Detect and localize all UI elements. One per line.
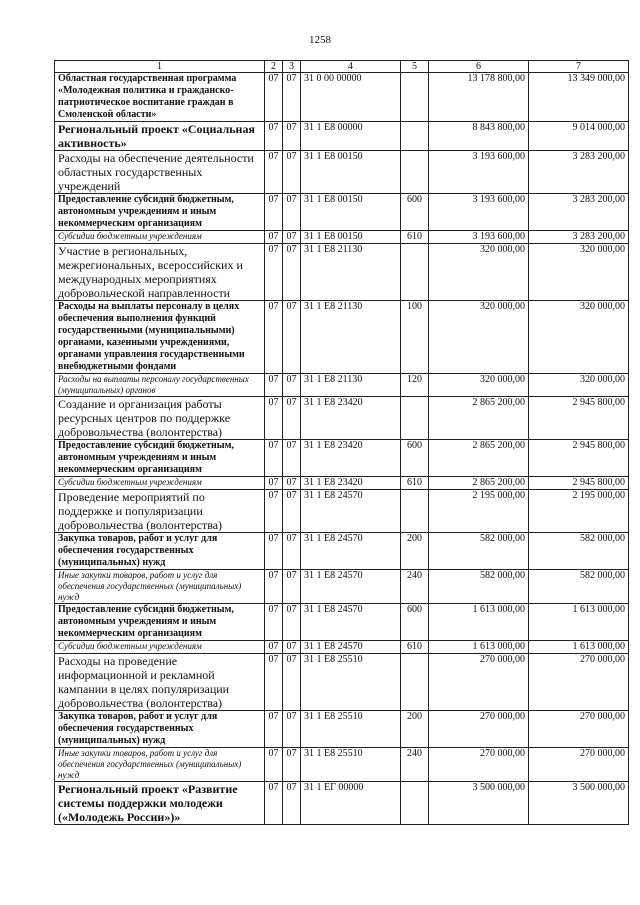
subsection-code: 07 <box>283 654 301 711</box>
section-code: 07 <box>265 711 283 748</box>
section-code: 07 <box>265 374 283 397</box>
amount-year-1: 270 000,00 <box>429 654 529 711</box>
table-row <box>55 748 629 782</box>
expense-type-code: 100 <box>401 301 429 374</box>
subsection-code: 07 <box>283 570 301 604</box>
section-code: 07 <box>265 397 283 440</box>
subsection-code: 07 <box>283 397 301 440</box>
subsection-code: 07 <box>283 194 301 231</box>
section-code: 07 <box>265 490 283 533</box>
row-name: Региональный проект «Социальная активность» <box>55 122 265 151</box>
table-row <box>55 73 629 122</box>
subsection-code: 07 <box>283 374 301 397</box>
column-number: 7 <box>529 61 629 73</box>
row-name: Субсидии бюджетным учреждениям <box>55 477 265 490</box>
amount-year-1: 1 613 000,00 <box>429 604 529 641</box>
amount-year-2: 1 613 000,00 <box>529 641 629 654</box>
subsection-code: 07 <box>283 641 301 654</box>
section-code: 07 <box>265 641 283 654</box>
subsection-code: 07 <box>283 782 301 825</box>
amount-year-1: 320 000,00 <box>429 244 529 301</box>
expense-type-code <box>401 782 429 825</box>
amount-year-2: 13 349 000,00 <box>529 73 629 122</box>
expense-type-code: 610 <box>401 477 429 490</box>
target-article-code: 31 1 E8 24570 <box>301 570 401 604</box>
section-code: 07 <box>265 231 283 244</box>
expense-type-code <box>401 654 429 711</box>
target-article-code: 31 1 E8 00150 <box>301 151 401 194</box>
table-row <box>55 397 629 440</box>
amount-year-2: 2 195 000,00 <box>529 490 629 533</box>
target-article-code: 31 1 E8 21130 <box>301 301 401 374</box>
section-code: 07 <box>265 477 283 490</box>
row-name: Расходы на проведение информационной и рекламной кампании в целях популяризации добровольчества (волонтерства) <box>55 654 265 711</box>
column-number: 2 <box>265 61 283 73</box>
expense-type-code: 610 <box>401 231 429 244</box>
section-code: 07 <box>265 782 283 825</box>
section-code: 07 <box>265 604 283 641</box>
amount-year-2: 270 000,00 <box>529 654 629 711</box>
expense-type-code: 240 <box>401 748 429 782</box>
subsection-code: 07 <box>283 711 301 748</box>
table-row <box>55 194 629 231</box>
amount-year-2: 2 945 800,00 <box>529 397 629 440</box>
target-article-code: 31 1 E8 24570 <box>301 533 401 570</box>
amount-year-1: 270 000,00 <box>429 748 529 782</box>
section-code: 07 <box>265 244 283 301</box>
target-article-code: 31 1 E8 21130 <box>301 244 401 301</box>
row-name: Предоставление субсидий бюджетным, автономным учреждениям и иным некоммерческим организациям <box>55 440 265 477</box>
subsection-code: 07 <box>283 301 301 374</box>
section-code: 07 <box>265 73 283 122</box>
page-number: 1258 <box>309 34 331 46</box>
row-name: Закупка товаров, работ и услуг для обеспечения государственных (муниципальных) нужд <box>55 533 265 570</box>
amount-year-2: 2 945 800,00 <box>529 477 629 490</box>
table-row <box>55 711 629 748</box>
target-article-code: 31 1 E8 23420 <box>301 477 401 490</box>
amount-year-1: 2 865 200,00 <box>429 397 529 440</box>
table-row <box>55 490 629 533</box>
expense-type-code: 200 <box>401 533 429 570</box>
amount-year-1: 270 000,00 <box>429 711 529 748</box>
subsection-code: 07 <box>283 533 301 570</box>
row-name: Субсидии бюджетным учреждениям <box>55 641 265 654</box>
table-row <box>55 231 629 244</box>
table-row <box>55 440 629 477</box>
table-row <box>55 301 629 374</box>
amount-year-2: 3 283 200,00 <box>529 151 629 194</box>
target-article-code: 31 1 E8 25510 <box>301 711 401 748</box>
amount-year-1: 3 193 600,00 <box>429 231 529 244</box>
section-code: 07 <box>265 533 283 570</box>
table-row <box>55 654 629 711</box>
subsection-code: 07 <box>283 490 301 533</box>
amount-year-2: 320 000,00 <box>529 301 629 374</box>
amount-year-2: 1 613 000,00 <box>529 604 629 641</box>
amount-year-1: 2 865 200,00 <box>429 440 529 477</box>
row-name: Расходы на выплаты персоналу государственных (муниципальных) органов <box>55 374 265 397</box>
subsection-code: 07 <box>283 122 301 151</box>
table-row <box>55 782 629 825</box>
section-code: 07 <box>265 570 283 604</box>
target-article-code: 31 1 E8 24570 <box>301 604 401 641</box>
column-number: 6 <box>429 61 529 73</box>
target-article-code: 31 1 EГ 00000 <box>301 782 401 825</box>
budget-table <box>54 60 629 825</box>
amount-year-1: 13 178 800,00 <box>429 73 529 122</box>
subsection-code: 07 <box>283 73 301 122</box>
amount-year-2: 3 283 200,00 <box>529 231 629 244</box>
amount-year-2: 270 000,00 <box>529 748 629 782</box>
section-code: 07 <box>265 122 283 151</box>
section-code: 07 <box>265 748 283 782</box>
expense-type-code <box>401 73 429 122</box>
subsection-code: 07 <box>283 748 301 782</box>
target-article-code: 31 1 E8 21130 <box>301 374 401 397</box>
column-number: 4 <box>301 61 401 73</box>
table-row <box>55 122 629 151</box>
amount-year-1: 3 193 600,00 <box>429 151 529 194</box>
table-row <box>55 374 629 397</box>
expense-type-code <box>401 151 429 194</box>
subsection-code: 07 <box>283 151 301 194</box>
row-name: Иные закупки товаров, работ и услуг для обеспечения государственных (муниципальных) нужд <box>55 748 265 782</box>
subsection-code: 07 <box>283 440 301 477</box>
amount-year-1: 8 843 800,00 <box>429 122 529 151</box>
expense-type-code: 600 <box>401 604 429 641</box>
row-name: Расходы на обеспечение деятельности областных государственных учреждений <box>55 151 265 194</box>
target-article-code: 31 0 00 00000 <box>301 73 401 122</box>
column-numbers-row <box>55 61 629 73</box>
expense-type-code <box>401 490 429 533</box>
amount-year-2: 320 000,00 <box>529 244 629 301</box>
amount-year-1: 320 000,00 <box>429 301 529 374</box>
table-row <box>55 533 629 570</box>
row-name: Предоставление субсидий бюджетным, автономным учреждениям и иным некоммерческим организациям <box>55 194 265 231</box>
row-name: Региональный проект «Развитие системы поддержки молодежи («Молодежь России»)» <box>55 782 265 825</box>
target-article-code: 31 1 E8 25510 <box>301 654 401 711</box>
section-code: 07 <box>265 151 283 194</box>
target-article-code: 31 1 E8 00150 <box>301 231 401 244</box>
target-article-code: 31 1 E8 23420 <box>301 440 401 477</box>
amount-year-2: 270 000,00 <box>529 711 629 748</box>
section-code: 07 <box>265 194 283 231</box>
subsection-code: 07 <box>283 231 301 244</box>
table-row <box>55 151 629 194</box>
row-name: Участие в региональных, межрегиональных, всероссийских и международных мероприятиях добровольческой направленности <box>55 244 265 301</box>
target-article-code: 31 1 E8 00000 <box>301 122 401 151</box>
amount-year-1: 2 865 200,00 <box>429 477 529 490</box>
column-number: 1 <box>55 61 265 73</box>
expense-type-code: 600 <box>401 194 429 231</box>
expense-type-code <box>401 244 429 301</box>
row-name: Проведение мероприятий по поддержке и популяризации добровольчества (волонтерства) <box>55 490 265 533</box>
target-article-code: 31 1 E8 24570 <box>301 490 401 533</box>
amount-year-2: 320 000,00 <box>529 374 629 397</box>
amount-year-2: 582 000,00 <box>529 533 629 570</box>
amount-year-2: 582 000,00 <box>529 570 629 604</box>
section-code: 07 <box>265 301 283 374</box>
subsection-code: 07 <box>283 604 301 641</box>
section-code: 07 <box>265 440 283 477</box>
amount-year-2: 2 945 800,00 <box>529 440 629 477</box>
amount-year-1: 320 000,00 <box>429 374 529 397</box>
expense-type-code: 120 <box>401 374 429 397</box>
column-number: 3 <box>283 61 301 73</box>
target-article-code: 31 1 E8 24570 <box>301 641 401 654</box>
expense-type-code <box>401 397 429 440</box>
table-row <box>55 641 629 654</box>
row-name: Расходы на выплаты персоналу в целях обеспечения выполнения функций государственными (муниципальными) органами, казенными учреждениями, органами управления государственными внебюджетными фондами <box>55 301 265 374</box>
row-name: Предоставление субсидий бюджетным, автономным учреждениям и иным некоммерческим организациям <box>55 604 265 641</box>
amount-year-1: 3 500 000,00 <box>429 782 529 825</box>
expense-type-code: 600 <box>401 440 429 477</box>
amount-year-2: 3 500 000,00 <box>529 782 629 825</box>
expense-type-code <box>401 122 429 151</box>
row-name: Закупка товаров, работ и услуг для обеспечения государственных (муниципальных) нужд <box>55 711 265 748</box>
expense-type-code: 200 <box>401 711 429 748</box>
expense-type-code: 240 <box>401 570 429 604</box>
column-number: 5 <box>401 61 429 73</box>
amount-year-2: 3 283 200,00 <box>529 194 629 231</box>
amount-year-2: 9 014 000,00 <box>529 122 629 151</box>
table-row <box>55 604 629 641</box>
amount-year-1: 1 613 000,00 <box>429 641 529 654</box>
row-name: Областная государственная программа «Молодежная политика и гражданско-патриотическое воспитание граждан в Смоленской области» <box>55 73 265 122</box>
section-code: 07 <box>265 654 283 711</box>
target-article-code: 31 1 E8 25510 <box>301 748 401 782</box>
row-name: Иные закупки товаров, работ и услуг для обеспечения государственных (муниципальных) нужд <box>55 570 265 604</box>
amount-year-1: 2 195 000,00 <box>429 490 529 533</box>
subsection-code: 07 <box>283 477 301 490</box>
table-row <box>55 570 629 604</box>
amount-year-1: 582 000,00 <box>429 533 529 570</box>
row-name: Создание и организация работы ресурсных центров по поддержке добровольчества (волонтерства) <box>55 397 265 440</box>
table-row <box>55 477 629 490</box>
amount-year-1: 582 000,00 <box>429 570 529 604</box>
row-name: Субсидии бюджетным учреждениям <box>55 231 265 244</box>
subsection-code: 07 <box>283 244 301 301</box>
target-article-code: 31 1 E8 23420 <box>301 397 401 440</box>
expense-type-code: 610 <box>401 641 429 654</box>
amount-year-1: 3 193 600,00 <box>429 194 529 231</box>
target-article-code: 31 1 E8 00150 <box>301 194 401 231</box>
table-row <box>55 244 629 301</box>
